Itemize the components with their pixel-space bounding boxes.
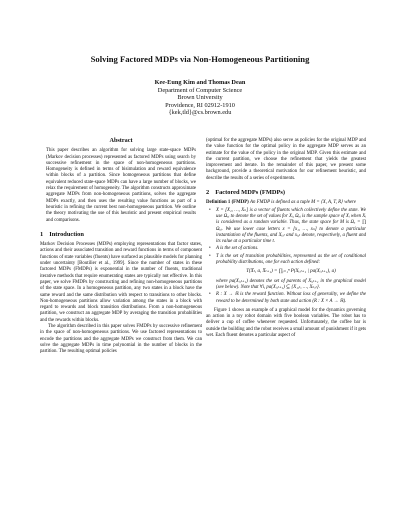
section-number: 2 — [206, 189, 210, 197]
definition-list — [206, 208, 366, 305]
definition-1 — [206, 200, 366, 206]
section-number: 1 — [40, 230, 44, 238]
author-university: Brown University — [177, 94, 223, 102]
section-heading-introduction — [40, 232, 202, 238]
intro-paragraph-2: The algorithm described in this paper solves FMDPs by successive refinement in the space of non-homogeneous partitions. We use factored representations to encode the partitions and the aggregate MDPs we construct from them. We can solve the aggregate MDPs in time polynomial in the number of blocks in the partition. The resulting optimal policies — [40, 324, 202, 355]
definition-item-reward: • R : X → ℝ is the reward function. Without loss of generality, we define the reward to be determined by both state and action (R : X × A → ℝ). — [216, 292, 366, 305]
section-title: Introduction — [49, 230, 84, 238]
author-block — [0, 79, 400, 117]
left-column — [40, 138, 202, 356]
intro-continuation: (optimal for the aggregate MDPs) also serve as policies for the original MDP and the value function for the optimal policy in the aggregate MDP serves as an estimate for the value of the policy in the original MDP. Given this estimate and the current partition, we choose the refinement that yields the greatest improvement and iterate. In the remainder of this paper, we present some background, provide a theoretical motivation for our refinement heuristic, and describe the results of a series of experiments. — [206, 138, 366, 181]
transition-equation: T(X̄ₜ, a, X̄ₜ₊₁) = ∏ᵢ₌₁ⁿ P(Xᵢ,ₜ₊₁ | pa(Xᵢ,ₜ₊₁), a) — [246, 269, 336, 275]
transition-note: where pa(Xᵢ,ₜ₊₁) denotes the set of parents of Xᵢ,ₜ₊₁ in the graphical model (see below). Note that ∀i, pa(Xᵢ,ₜ₊₁) ⊆ {X₁,ₜ, …, Xₙ,ₜ}. — [216, 278, 366, 290]
definition-item-transitions — [216, 254, 366, 291]
transition-text: T is the set of transition probabilities, represented as the set of conditional probability distributions, one for each action defined: — [216, 253, 366, 266]
definition-item-actions: • A is the set of actions. — [216, 246, 366, 252]
author-names: Kee-Eung Kim and Thomas Dean — [154, 79, 246, 86]
author-email: {kek,tld}@cs.brown.edu — [168, 109, 232, 117]
abstract-text: This paper describes an algorithm for solving large state-space MDPs (Markov decision processes) represented as factored MDPs using search by successive refinement in the space of non-homogeneous partitions. Homogeneity is defined in terms of bisimulation and reward equivalence within blocks of a partition. Since homogeneous partitions that define equivalent reduced state-space MDPs can have a large number of blocks, we relax the requirement of homogeneity. The algorithm constructs approximate aggregate MDPs from non-homogeneous partitions, solves the aggregate MDPs exactly, and then uses the resulting value functions as part of a heuristic in refining the current best non-homogeneous partition. We outline the theory motivating the use of this heuristic and present empirical results and comparisons. — [46, 148, 196, 223]
definition-item-fluents: • X = [X₁, …, Xₙ] is a vector of fluents which collectively define the state. We use Ωₓᵢ to denote the set of values for Xᵢ, Ωₓᵢ is the sample space of Xᵢ when Xᵢ is considered as a random variable. Thus, the state space for M is Ωₓ = ∏ Ωₓᵢ. We use lower case letters x = [x₁, …, xₙ] to denote a particular instantiation of the fluents, and Xᵢ,ₜ and xᵢ,ₜ denote, respectively, a fluent and its value at a particular time t. — [216, 208, 366, 246]
right-column — [206, 138, 366, 339]
abstract-heading: Abstract — [109, 137, 133, 144]
section-heading-fmdp — [206, 190, 366, 196]
author-department: Department of Computer Science — [157, 86, 243, 94]
figure-intro-paragraph: Figure 1 shows an example of a graphical model for the dynamics governing an action in a toy robot domain with five boolean variables. The robot has to deliver a cup of coffee whenever requested. Unfortunately, the coffee bar is outside the building and the robot receives a small amount of punishment if it gets wet. Each fluent denotes a particular aspect of — [206, 307, 366, 339]
definition-text: An FMDP is defined as a tuple M = ⟨X, A, T, R⟩ where — [250, 200, 356, 206]
section-title: Factored MDPs (FMDPs) — [215, 189, 286, 197]
intro-paragraph-1: Markov Decision Processes (MDPs) employing representations that factor states, actions and their associated transition and reward functions in terms of component functions of state variables (fluents) have surfaced as plausible models for planning under uncertainty [Boutilier et al., 1999]. Since the number of states in these factored MDPs (FMDPs) is exponential in the number of fluents, traditional iterative methods that require enumerating states are typically not effective. In this paper, we solve FMDPs by constructing and refining non-homogeneous partitions of the state space. In a homogeneous partition, any two states in a block have the same reward and the same distribution with respect to transitions to other blocks. Non-homogeneous partitions allow variation among the states in a block with regard to rewards and block transition distributions. From a non-homogeneous partition, we construct an aggregate MDP by averaging the transition probabilities and the rewards within blocks. — [40, 242, 202, 323]
definition-label: Definition 1 (FMDP) — [206, 200, 249, 206]
paper-title: Solving Factored MDPs via Non-Homogeneous Partitioning — [90, 54, 310, 64]
author-address: Providence, RI 02912-1910 — [165, 101, 235, 109]
